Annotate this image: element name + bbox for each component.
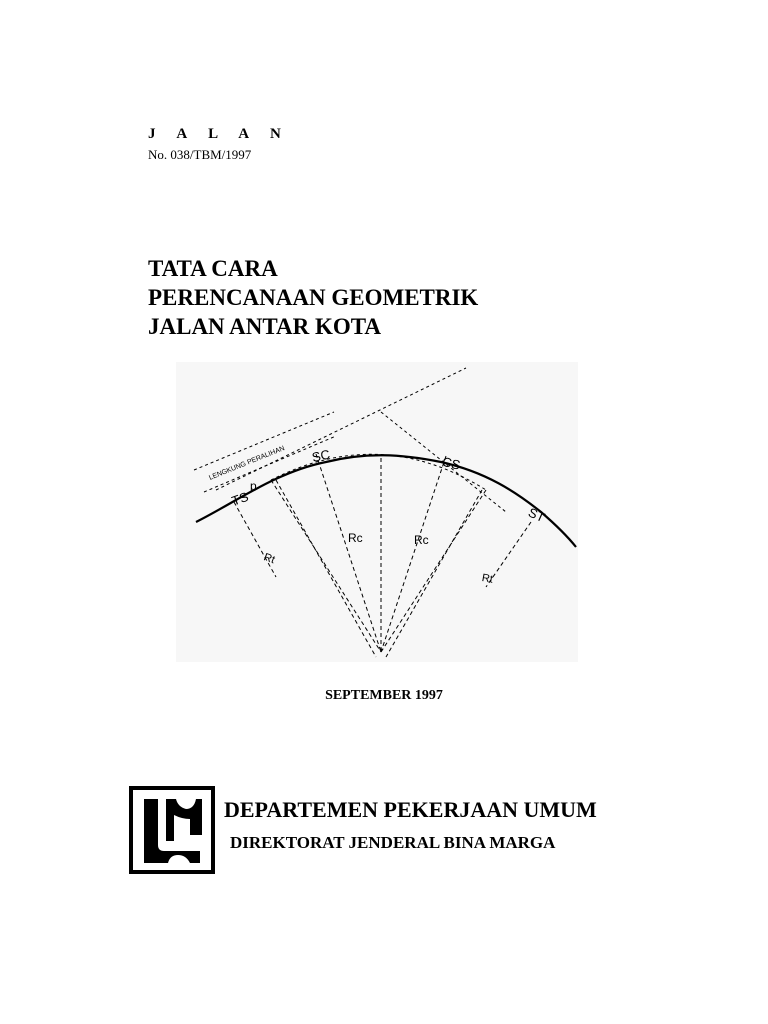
ministry-logo — [128, 785, 216, 875]
directorate-name: DIREKTORAT JENDERAL BINA MARGA — [230, 833, 556, 852]
title-line-2: PERENCANAAN GEOMETRIK — [148, 285, 479, 310]
series-label: J A L A N — [148, 126, 290, 142]
label-rc-right: Rc — [414, 533, 429, 547]
label-rt-right: Rt — [480, 572, 494, 586]
label-transition-curve: LENGKUNG PERALIHAN — [208, 445, 286, 482]
publication-date: SEPTEMBER 1997 — [325, 688, 443, 703]
label-cs: CS — [440, 453, 462, 473]
label-st: ST — [526, 504, 548, 526]
label-rt-left: Rt — [261, 551, 277, 567]
document-title — [148, 254, 478, 341]
label-sc: SC — [310, 446, 332, 465]
title-line-3: JALAN ANTAR KOTA — [148, 314, 381, 339]
label-ts: TS — [229, 488, 251, 509]
document-number: No. 038/TBM/1997 — [148, 147, 252, 162]
road-curve-diagram — [176, 362, 578, 662]
title-line-1: TATA CARA — [148, 256, 278, 281]
label-rc-left: Rc — [348, 531, 363, 545]
department-name: DEPARTEMEN PEKERJAAN UMUM — [224, 797, 597, 822]
figure-background — [176, 362, 578, 662]
label-p: p — [250, 479, 257, 493]
